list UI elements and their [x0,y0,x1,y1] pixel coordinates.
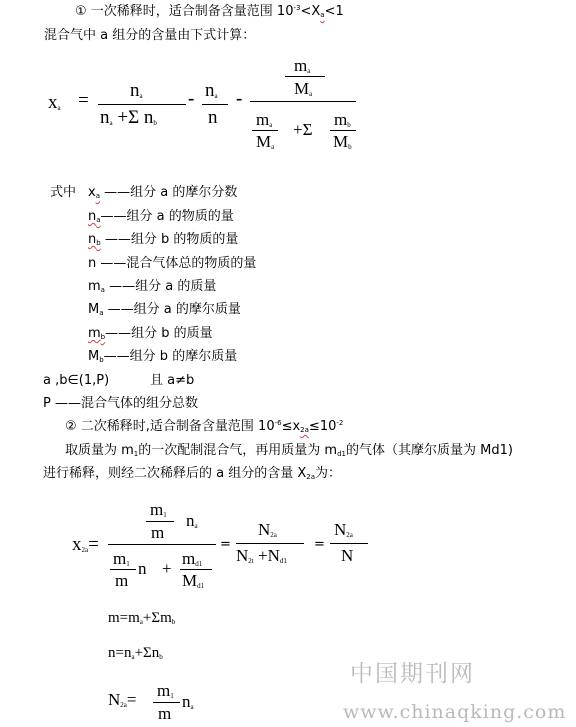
cond-neq: 且 a≠b [150,373,195,388]
eq-n2a-num: m1 [157,681,174,700]
t3-top-M: Ma [294,79,313,98]
t1-num: na [130,80,143,101]
f2-den-mden: m [115,571,129,590]
def-item: mb——组分 b 的质量 [88,326,213,341]
op1: - [188,88,195,109]
watermark-cn: 中国期刊网 [350,661,475,687]
eq-n2a-den: m [158,704,172,723]
f2-den-md: md1 [182,549,203,568]
t3-b1-M: Ma [256,132,275,151]
watermark-url: www.chinaqking.com [343,701,567,723]
cond-range: a ,b∈(1,P) [43,373,110,388]
t1-den: na +Σ nb [100,107,157,128]
def-item: xa ——组分 a 的摩尔分数 [88,185,238,200]
p-definition: P ——混合气体的组分总数 [43,396,198,411]
formula2-lhs: x2a= [72,534,99,555]
def-item: Ma ——组分 a 的摩尔质量 [88,302,241,317]
def-item: ma ——组分 a 的质量 [88,279,217,294]
f2-num-mden: m [151,523,165,542]
eq-n2a-n: na [182,692,194,711]
second-line-1: ② 二次稀释时,适合制备含量范围 $10^{-6}\le x2a\le 10^{-2}$ [65,419,344,434]
intro-line-1: ① 一次稀释时，适合制备含量范围 $10^{-3}<Xa<1$ [75,4,344,19]
f2-eq3: = [314,537,325,552]
formula1-eq: = [78,90,89,111]
t3-b1-m: ma [256,110,273,129]
f2b-den: N2t +Nd1 [236,546,287,565]
f2-eq2: = [220,537,231,552]
t3-b2-m: mb [334,110,351,129]
op2: - [236,88,243,109]
f2c-den: N [341,546,354,565]
f2b-num: N2a [258,520,277,539]
intro-line-2: 混合气中 a 组分的含量由下式计算： [44,28,256,43]
eq-n2a-lhs: N2a= [108,690,137,709]
t3-plus-sigma: +Σ [293,120,313,139]
eq-mass-total: m=ma+Σmb [108,610,176,626]
def-item: Mb——组分 b 的摩尔质量 [88,349,238,364]
def-item: na——组分 a 的物质的量 [88,209,234,224]
second-line-3: 进行稀释，则经二次稀释后的 a 组分的含量 X2a为： [43,466,342,481]
f2-num-n: na [186,511,198,530]
t3-top-m: ma [294,56,311,75]
t2-num: na [205,80,218,101]
f2-den-n: n [138,559,147,578]
def-item: nb ——组分 b 的物质的量 [88,232,239,247]
f2-den-Md: Md1 [182,571,205,590]
t3-b2-M: Mb [333,132,352,151]
formula1-lhs: xa [48,92,61,113]
f2c-num: N2a [334,520,353,539]
second-line-2: 取质量为 m1的一次配制混合气，再用质量为 md1的气体（其摩尔质量为 Md1) [65,443,513,458]
f2-num-m: m1 [150,500,167,519]
f2-den-m: m1 [113,549,130,568]
t2-den: n [208,107,218,128]
def-item: n ——混合气体总的物质的量 [88,256,257,271]
defs-lead: 式中 [50,185,77,200]
eq-moles-total: n=na+Σnb [108,645,163,661]
f2-den-plus: + [162,559,172,578]
